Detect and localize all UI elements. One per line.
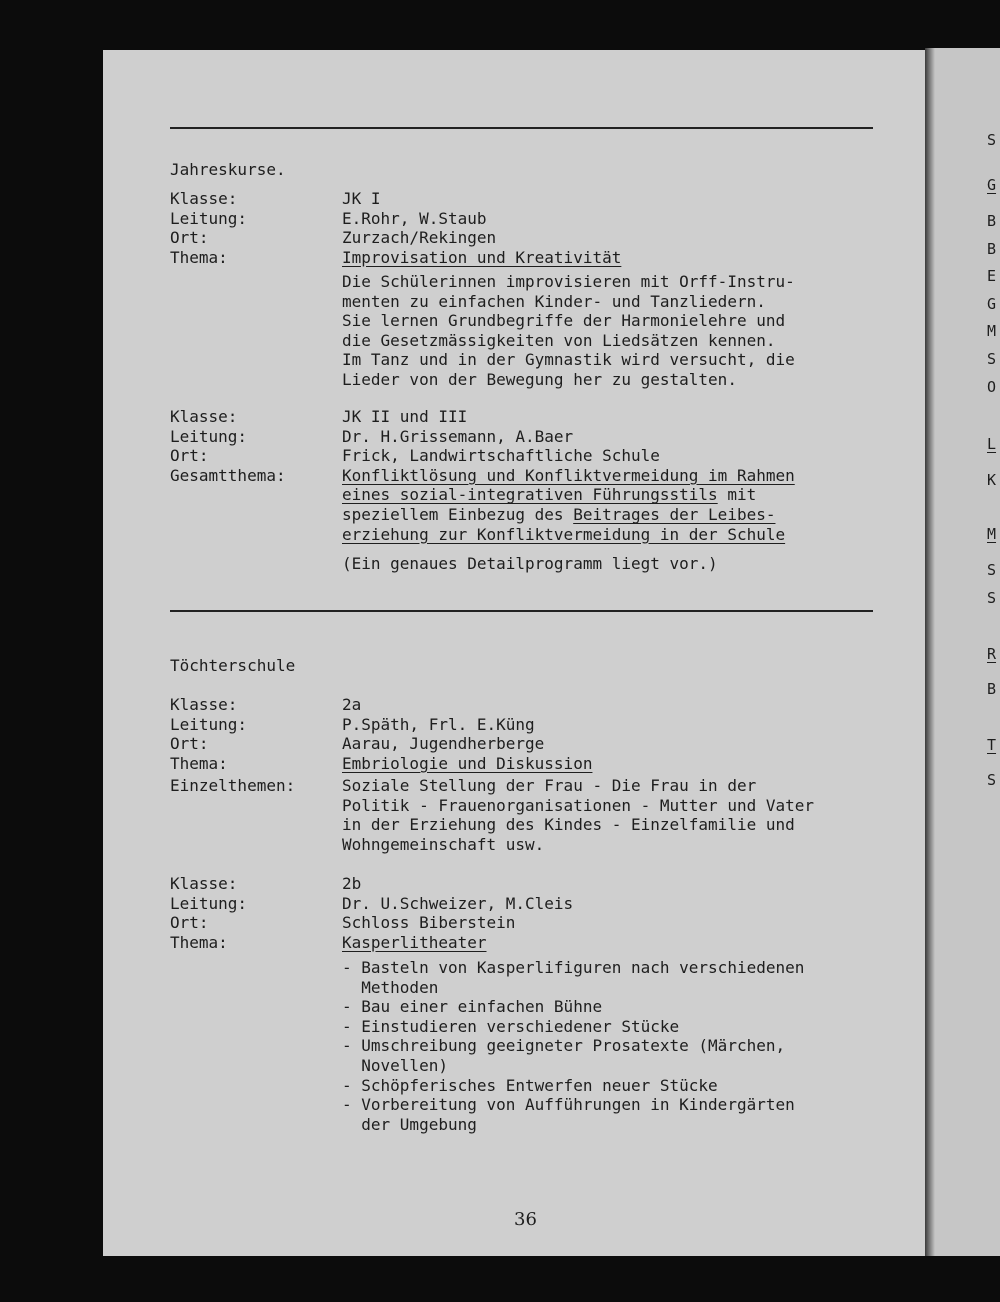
label-ort: Ort: bbox=[170, 913, 209, 933]
next-page-edge bbox=[925, 48, 1000, 1256]
section-heading: Töchterschule bbox=[170, 656, 296, 675]
label-leitung: Leitung: bbox=[170, 208, 248, 228]
value-klasse: JK II und III bbox=[342, 407, 468, 426]
edge-letter: S bbox=[987, 561, 997, 579]
list-item: - Umschreibung geeigneter Prosatexte (Märchen, bbox=[342, 1036, 786, 1056]
value-gesamtthema-line1: Konfliktlösung und Konfliktvermeidung im Rahmen bbox=[342, 465, 795, 485]
value-klasse: 2b bbox=[342, 874, 362, 893]
page-number: 36 bbox=[514, 1209, 537, 1230]
description-line: Im Tanz und in der Gymnastik wird versucht, die bbox=[342, 350, 795, 370]
value-klasse: JK I bbox=[342, 189, 381, 208]
edge-letter: G bbox=[987, 176, 997, 194]
edge-letter: S bbox=[987, 771, 997, 789]
list-item: Novellen) bbox=[342, 1056, 448, 1075]
edge-letter: T bbox=[987, 736, 997, 754]
edge-letter: S bbox=[987, 350, 997, 368]
value-klasse: 2a bbox=[342, 695, 362, 714]
label-gesamtthema: Gesamtthema: bbox=[170, 465, 286, 485]
edge-letter: E bbox=[987, 267, 997, 285]
edge-letter: R bbox=[987, 645, 997, 663]
section-heading: Jahreskurse. bbox=[170, 160, 286, 179]
einzelthemen-line: Politik - Frauenorganisationen - Mutter und Vater bbox=[342, 795, 815, 815]
plain-phrase: mit bbox=[717, 485, 757, 505]
edge-letter: G bbox=[987, 295, 997, 313]
description-line: Sie lernen Grundbegriffe der Harmonielehre und bbox=[342, 311, 786, 331]
underlined-phrase: eines sozial-integrativen Führungsstils bbox=[342, 485, 718, 505]
value-leitung: P.Späth, Frl. E.Küng bbox=[342, 714, 535, 734]
label-einzelthemen: Einzelthemen: bbox=[170, 776, 296, 795]
label-thema: Thema: bbox=[170, 247, 228, 267]
value-gesamtthema-line3 bbox=[342, 505, 775, 525]
edge-letter: K bbox=[987, 471, 997, 489]
label-klasse: Klasse: bbox=[170, 407, 238, 426]
edge-letter: B bbox=[987, 240, 997, 258]
edge-letter: B bbox=[987, 212, 997, 230]
edge-letter: O bbox=[987, 378, 997, 396]
label-ort: Ort: bbox=[170, 734, 209, 754]
einzelthemen-line: Wohngemeinschaft usw. bbox=[342, 834, 545, 854]
description-line: Die Schülerinnen improvisieren mit Orff-Instru- bbox=[342, 272, 795, 291]
label-ort: Ort: bbox=[170, 228, 209, 248]
value-leitung: E.Rohr, W.Staub bbox=[342, 208, 487, 228]
label-leitung: Leitung: bbox=[170, 426, 248, 446]
edge-letter: L bbox=[987, 435, 997, 453]
list-item: - Basteln von Kasperlifiguren nach verschiedenen bbox=[342, 958, 805, 977]
edge-letter: S bbox=[987, 589, 997, 607]
value-gesamtthema-line4: erziehung zur Konfliktvermeidung in der Schule bbox=[342, 524, 786, 544]
einzelthemen-line: Soziale Stellung der Frau - Die Frau in der bbox=[342, 776, 757, 795]
detail-note: (Ein genaues Detailprogramm liegt vor.) bbox=[342, 554, 718, 573]
label-leitung: Leitung: bbox=[170, 893, 248, 913]
list-item: - Bau einer einfachen Bühne bbox=[342, 997, 603, 1017]
label-klasse: Klasse: bbox=[170, 874, 238, 893]
value-leitung: Dr. H.Grissemann, A.Baer bbox=[342, 426, 574, 446]
value-gesamtthema-line2 bbox=[342, 485, 756, 505]
list-item: Methoden bbox=[342, 977, 439, 997]
underlined-phrase: Beitrages der Leibes- bbox=[573, 505, 776, 524]
top-rule bbox=[170, 127, 873, 129]
list-item: - Einstudieren verschiedener Stücke bbox=[342, 1016, 680, 1036]
label-klasse: Klasse: bbox=[170, 189, 238, 208]
edge-letter: B bbox=[987, 680, 997, 698]
value-thema: Embriologie und Diskussion bbox=[342, 753, 593, 773]
einzelthemen-line: in der Erziehung des Kindes - Einzelfamilie und bbox=[342, 815, 795, 835]
list-item: - Schöpferisches Entwerfen neuer Stücke bbox=[342, 1075, 718, 1095]
value-thema: Kasperlitheater bbox=[342, 932, 487, 952]
value-leitung: Dr. U.Schweizer, M.Cleis bbox=[342, 893, 574, 913]
label-ort: Ort: bbox=[170, 446, 209, 466]
value-ort: Zurzach/Rekingen bbox=[342, 228, 497, 248]
edge-letter: S bbox=[987, 131, 997, 149]
value-ort: Frick, Landwirtschaftliche Schule bbox=[342, 446, 660, 466]
edge-letter: M bbox=[987, 525, 997, 543]
description-line: menten zu einfachen Kinder- und Tanzliedern. bbox=[342, 291, 766, 311]
description-line: die Gesetzmässigkeiten von Liedsätzen kennen. bbox=[342, 330, 776, 350]
label-thema: Thema: bbox=[170, 932, 228, 952]
label-thema: Thema: bbox=[170, 753, 228, 773]
list-item: der Umgebung bbox=[342, 1114, 477, 1134]
value-ort: Schloss Biberstein bbox=[342, 913, 516, 933]
description-line: Lieder von der Bewegung her zu gestalten. bbox=[342, 370, 737, 389]
value-thema: Improvisation und Kreativität bbox=[342, 247, 622, 267]
section-rule bbox=[170, 610, 873, 612]
plain-phrase: speziellem Einbezug des bbox=[342, 505, 574, 524]
label-leitung: Leitung: bbox=[170, 714, 248, 734]
value-ort: Aarau, Jugendherberge bbox=[342, 734, 545, 754]
label-klasse: Klasse: bbox=[170, 695, 238, 714]
edge-letter: M bbox=[987, 322, 997, 340]
list-item: - Vorbereitung von Aufführungen in Kindergärten bbox=[342, 1095, 795, 1115]
